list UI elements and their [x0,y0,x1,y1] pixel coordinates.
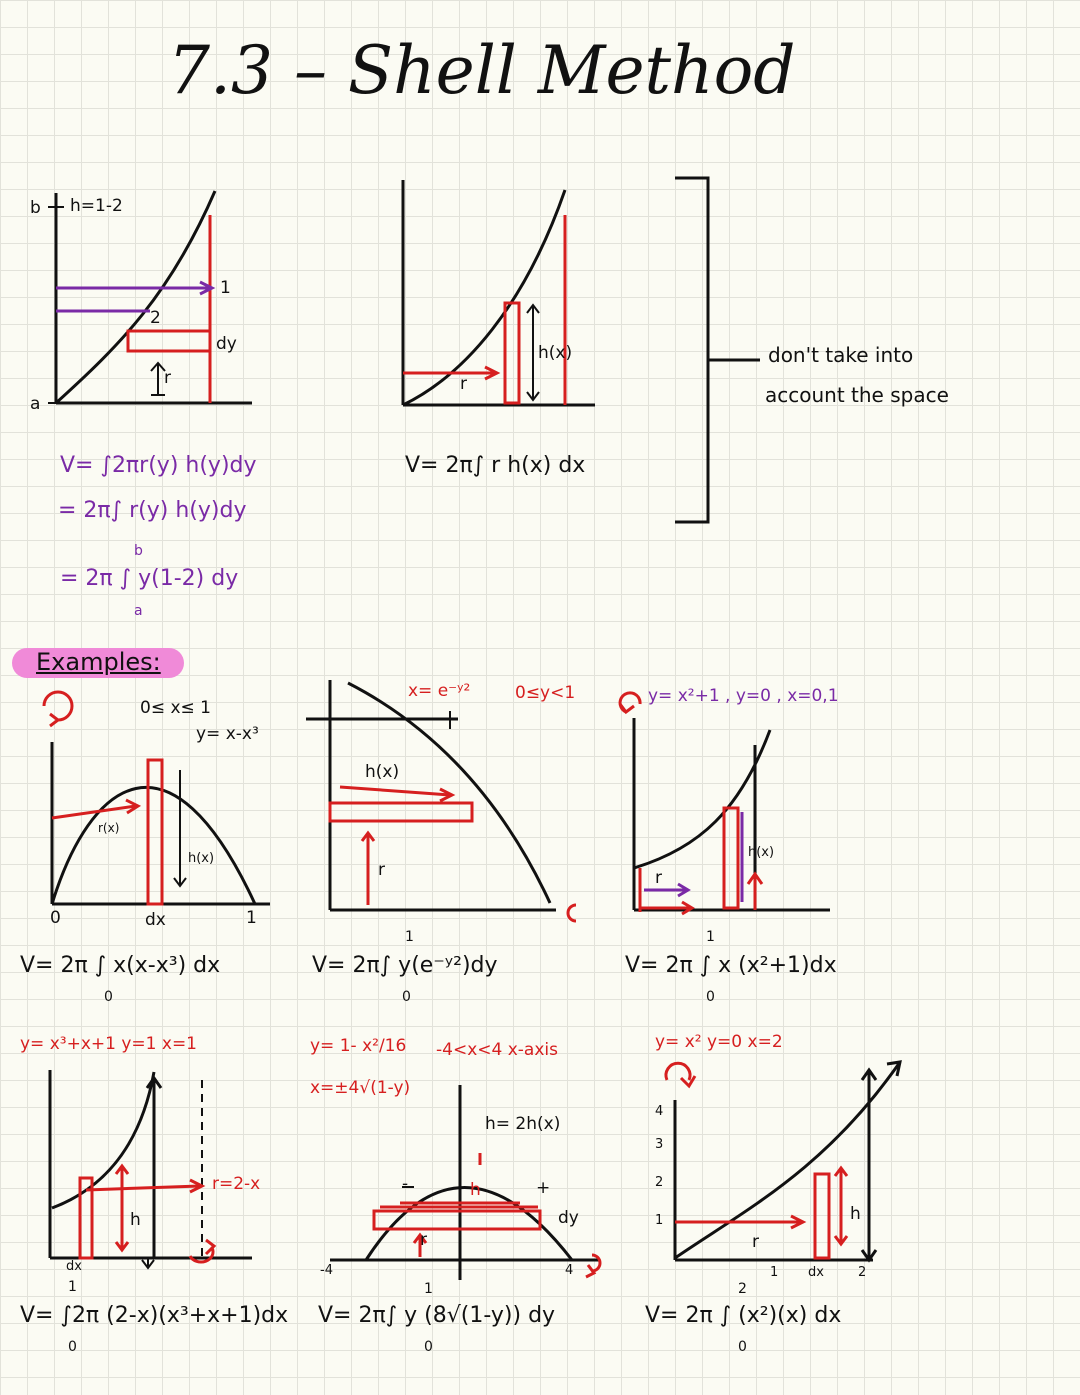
ex6-curve: y= x² y=0 x=2 [655,1032,783,1052]
ex3-graph [620,690,835,920]
label-r: r [460,374,467,394]
ex4-formula: V= ∫2π (2-x)(x³+x+1)dx [20,1303,289,1328]
ex2-graph [300,675,590,925]
examples-label: Examples: [36,648,161,676]
ex2-h: h(x) [365,762,400,782]
ex5-range: -4<x<4 x-axis [436,1040,558,1060]
ex5-dy: dy [558,1208,579,1228]
equation-left-2: = 2π∫ r(y) h(y)dy [58,498,247,523]
ex6-tick-3: 3 [655,1137,664,1152]
ex4-curve: y= x³+x+1 y=1 x=1 [20,1034,197,1054]
ex1-h: h(x) [188,851,215,866]
ex6-graph [655,1060,915,1270]
ex6-tick-2: 2 [655,1175,664,1190]
ex3-r: r [655,868,662,888]
ex4-r: r=2-x [212,1174,261,1194]
ex6-formula: V= 2π ∫ (x²)(x) dx [645,1303,842,1328]
equation-middle: V= 2π∫ r h(x) dx [405,453,586,478]
ex6-lower: 0 [738,1339,747,1355]
ex2-bounds: 0≤y<1 [515,683,576,703]
ex3-upper: 1 [706,929,715,945]
equation-left-3-upper: b [134,543,143,559]
ex5-h: h [470,1180,481,1200]
ex3-curve: y= x²+1 , y=0 , x=0,1 [648,686,839,706]
ex6-r: r [752,1232,759,1252]
label-h-def: h=1-2 [70,196,123,216]
ex3-formula: V= 2π ∫ x (x²+1)dx [625,953,837,978]
ex3-lower: 0 [706,989,715,1005]
ex5-formula: V= 2π∫ y (8√(1-y)) dy [318,1303,556,1328]
ex6-tick-4: 4 [655,1104,664,1119]
ex1-formula: V= 2π ∫ x(x-x³) dx [20,953,221,978]
intro-figure-vertical-shell [395,175,605,415]
ex4-one: 1 [68,1279,77,1295]
ex5-curve-2: x=±4√(1-y) [310,1078,411,1098]
ex2-r: r [378,860,385,880]
ex1-dx: dx [145,910,166,930]
page-title: 7.3 – Shell Method [168,32,796,109]
ex4-lower: 0 [68,1339,77,1355]
ex1-bounds: 0≤ x≤ 1 [140,698,211,718]
ex2-curve: x= e⁻ʸ² [408,681,471,701]
ex2-one: 1 [405,929,414,945]
label-dy: dy [216,334,237,354]
ex5-h-def: h= 2h(x) [485,1114,561,1134]
label-b: b [30,198,41,218]
ex6-tick-1: 1 [655,1213,664,1228]
equation-left-3-lower: a [134,603,143,619]
equation-left-3: = 2π ∫ y(1-2) dy [60,566,239,591]
ex1-lower: 0 [104,989,113,1005]
intro-figure-horizontal-shell [30,185,290,415]
equation-left-1: V= ∫2πr(y) h(y)dy [60,453,257,478]
ex5-neg4: -4 [320,1263,333,1278]
ex2-formula: V= 2π∫ y(e⁻ʸ²)dy [312,953,498,978]
ex5-one: 1 [424,1281,433,1297]
ex5-curve-1: y= 1- x²/16 [310,1036,407,1056]
ex6-one: 1 [770,1265,779,1280]
ex5-lower: 0 [424,1339,433,1355]
label-h-x: h(x) [538,343,573,363]
bracket [660,170,770,530]
ex1-one: 1 [246,908,257,928]
ex5-r: r [420,1230,427,1250]
label-a: a [30,394,41,414]
ex6-two: 2 [858,1265,867,1280]
note-line-1: don't take into [768,343,914,367]
label-r: r [164,368,171,388]
ex4-h: h [130,1210,141,1230]
ex5-pos4: 4 [565,1263,574,1278]
ex6-dx: dx [808,1265,824,1280]
ex1-curve: y= x-x³ [196,724,259,744]
ex6-h: h [850,1204,861,1224]
ex4-graph [30,1060,290,1285]
ex1-zero: 0 [50,908,61,928]
ex6-upper: 2 [738,1281,747,1297]
ex3-h: h(x) [748,845,775,860]
note-line-2: account the space [765,383,949,407]
ex1-r: r(x) [98,821,120,835]
ex1-graph [30,690,280,915]
label-2: 2 [150,308,161,328]
label-1: 1 [220,278,231,298]
ex5-plus: + [536,1178,551,1198]
ex4-dx: dx [66,1259,82,1274]
ex5-minus: - [402,1174,409,1194]
ex5-graph [310,1085,620,1280]
ex2-lower: 0 [402,989,411,1005]
